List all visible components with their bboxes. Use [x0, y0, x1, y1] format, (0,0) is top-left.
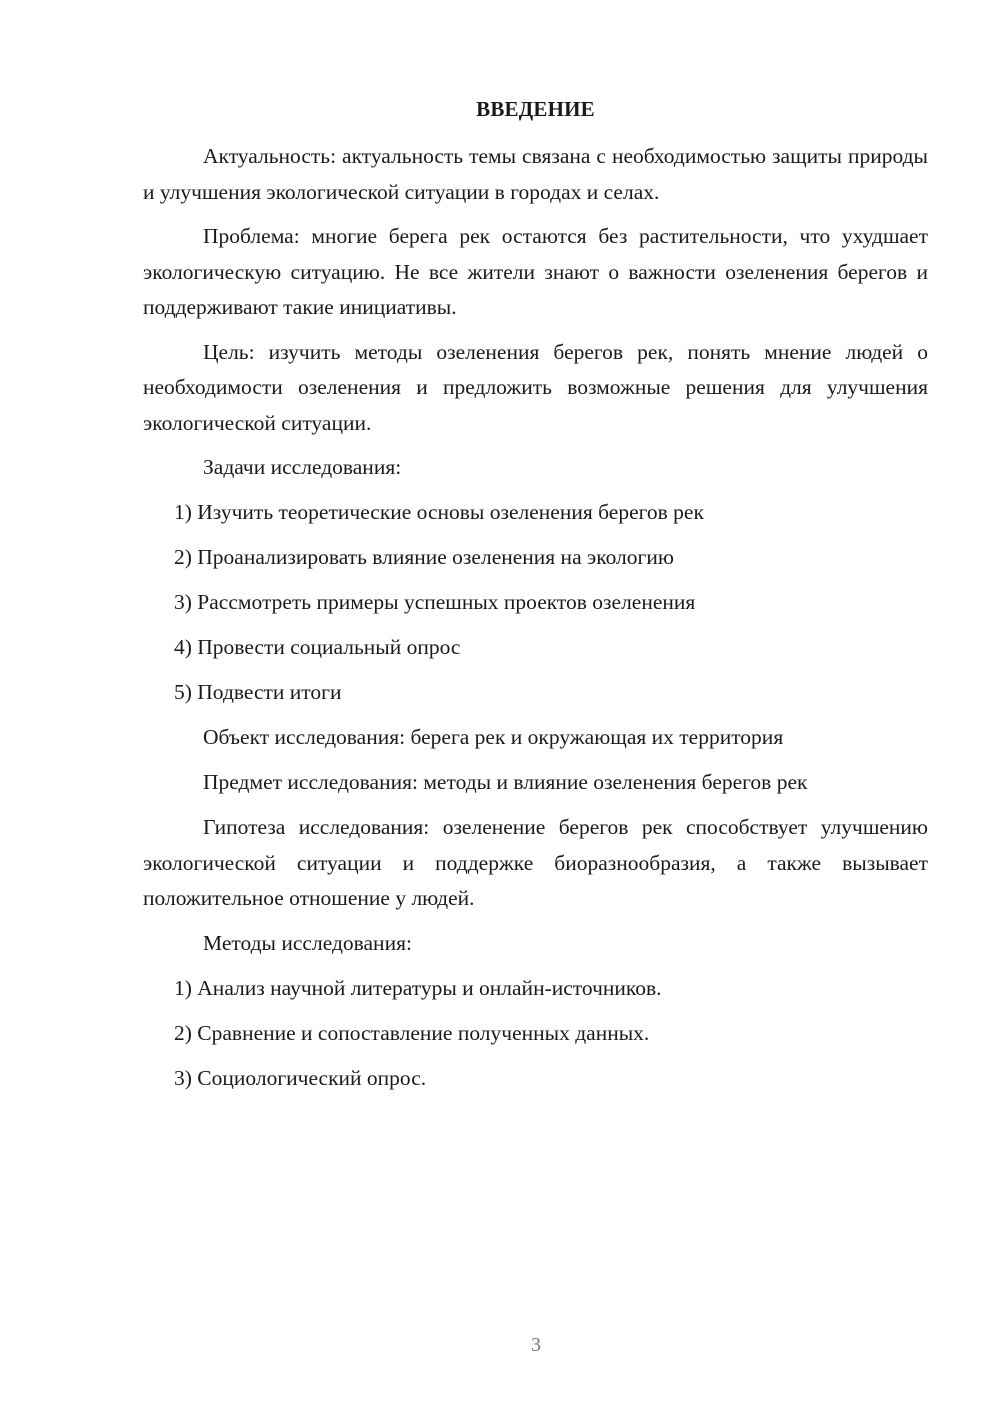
hypothesis-paragraph: Гипотеза исследования: озеленение берегов рек способствует улучшению экологической ситуации и поддержке биоразнообразия, а также вызывает положительное отношение у людей. [143, 815, 928, 910]
tasks-list [143, 495, 928, 711]
task-item: 1) Изучить теоретические основы озеленения берегов рек [174, 500, 704, 524]
goal-paragraph: Цель: изучить методы озеленения берегов рек, понять мнение людей о необходимости озеленения и предложить возможные решения для улучшения экологической ситуации. [143, 339, 928, 435]
section-title: ВВЕДЕНИЕ [476, 97, 595, 121]
relevance-paragraph: Актуальность: актуальность темы связана с необходимостью защиты природы и улучшения экологической ситуации в городах и селах. [143, 144, 928, 204]
method-item: 3) Социологический опрос. [174, 1065, 427, 1090]
methods-heading: Методы исследования: [203, 930, 412, 955]
page-number: 3 [531, 1334, 541, 1356]
page-content [143, 94, 928, 1106]
tasks-heading: Задачи исследования: [203, 455, 402, 479]
research-subject: Предмет исследования: методы и влияние озеленения берегов рек [203, 770, 808, 794]
problem-paragraph: Проблема: многие берега рек остаются без растительности, что ухудшает экологическую ситуацию. Не все жители знают о важности озеленения берегов и поддерживают такие инициативы. [143, 224, 928, 319]
task-item: 2) Проанализировать влияние озеленения на экологию [174, 545, 674, 569]
research-object: Объект исследования: берега рек и окружающая их территория [203, 725, 784, 749]
method-item: 2) Сравнение и сопоставление полученных данных. [174, 1020, 650, 1045]
task-item: 4) Провести социальный опрос [174, 635, 461, 659]
methods-list [143, 971, 928, 1097]
task-item: 3) Рассмотреть примеры успешных проектов озеленения [174, 590, 696, 614]
task-item: 5) Подвести итоги [174, 680, 342, 704]
method-item: 1) Анализ научной литературы и онлайн-источников. [174, 975, 662, 1000]
